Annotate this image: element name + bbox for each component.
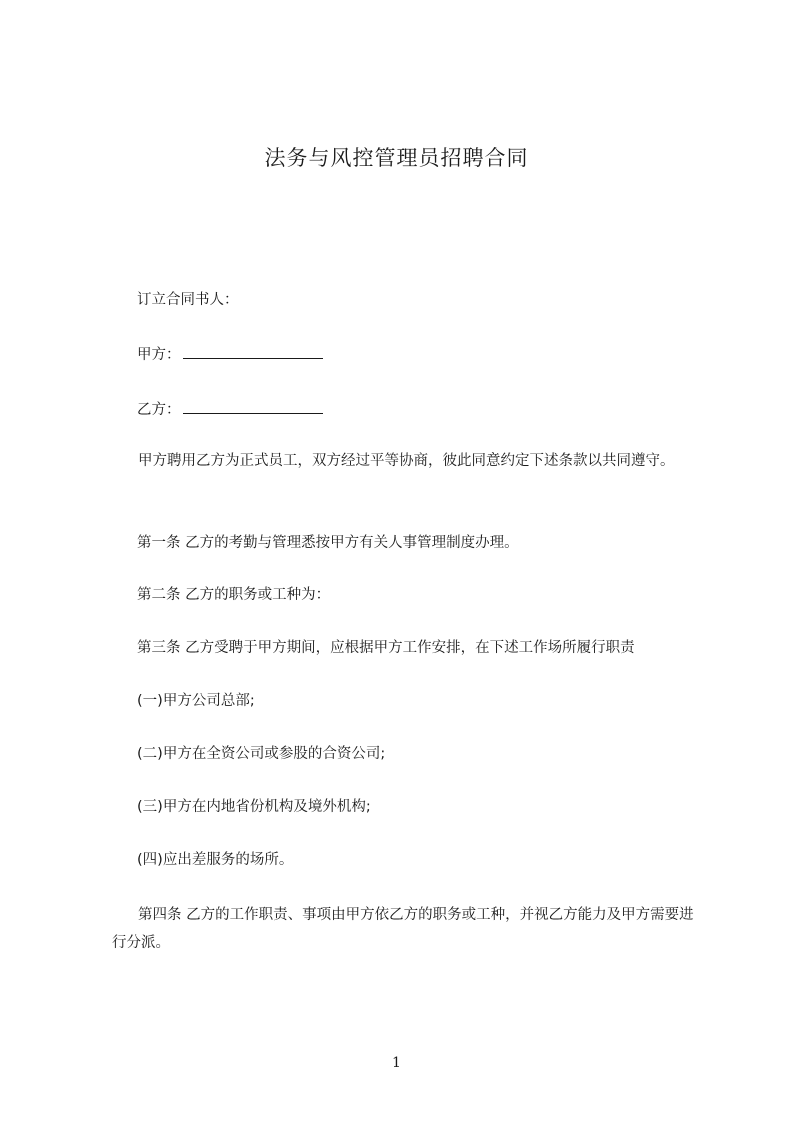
article-2: 第二条 乙方的职务或工种为： (137, 587, 331, 603)
party-b-label: 乙方： (137, 402, 181, 418)
article-1: 第一条 乙方的考勤与管理悉按甲方有关人事管理制度办理。 (137, 535, 519, 551)
page-number: 1 (392, 1055, 401, 1071)
article-4: 第四条 乙方的工作职责、事项由甲方依乙方的职务或工种，并视乙方能力及甲方需要进行分派。 (112, 907, 694, 951)
list-item-1: (一)甲方公司总部; (137, 693, 255, 709)
party-a-label: 甲方： (137, 347, 181, 363)
article-3: 第三条 乙方受聘于甲方期间，应根据甲方工作安排，在下述工作场所履行职责 (137, 640, 635, 656)
signatories-label: 订立合同书人： (137, 292, 239, 308)
list-item-2: (二)甲方在全资公司或参股的合资公司; (137, 746, 386, 762)
list-item-3: (三)甲方在内地省份机构及境外机构; (137, 799, 371, 815)
party-b-blank (183, 396, 323, 414)
document-title: 法务与风控管理员招聘合同 (264, 146, 529, 170)
party-a-line (137, 340, 323, 370)
list-item-4: (四)应出差服务的场所。 (137, 852, 294, 868)
party-b-line (137, 395, 323, 425)
party-a-blank (183, 341, 323, 359)
intro-paragraph: 甲方聘用乙方为正式员工，双方经过平等协商，彼此同意约定下述条款以共同遵守。 (138, 453, 675, 469)
